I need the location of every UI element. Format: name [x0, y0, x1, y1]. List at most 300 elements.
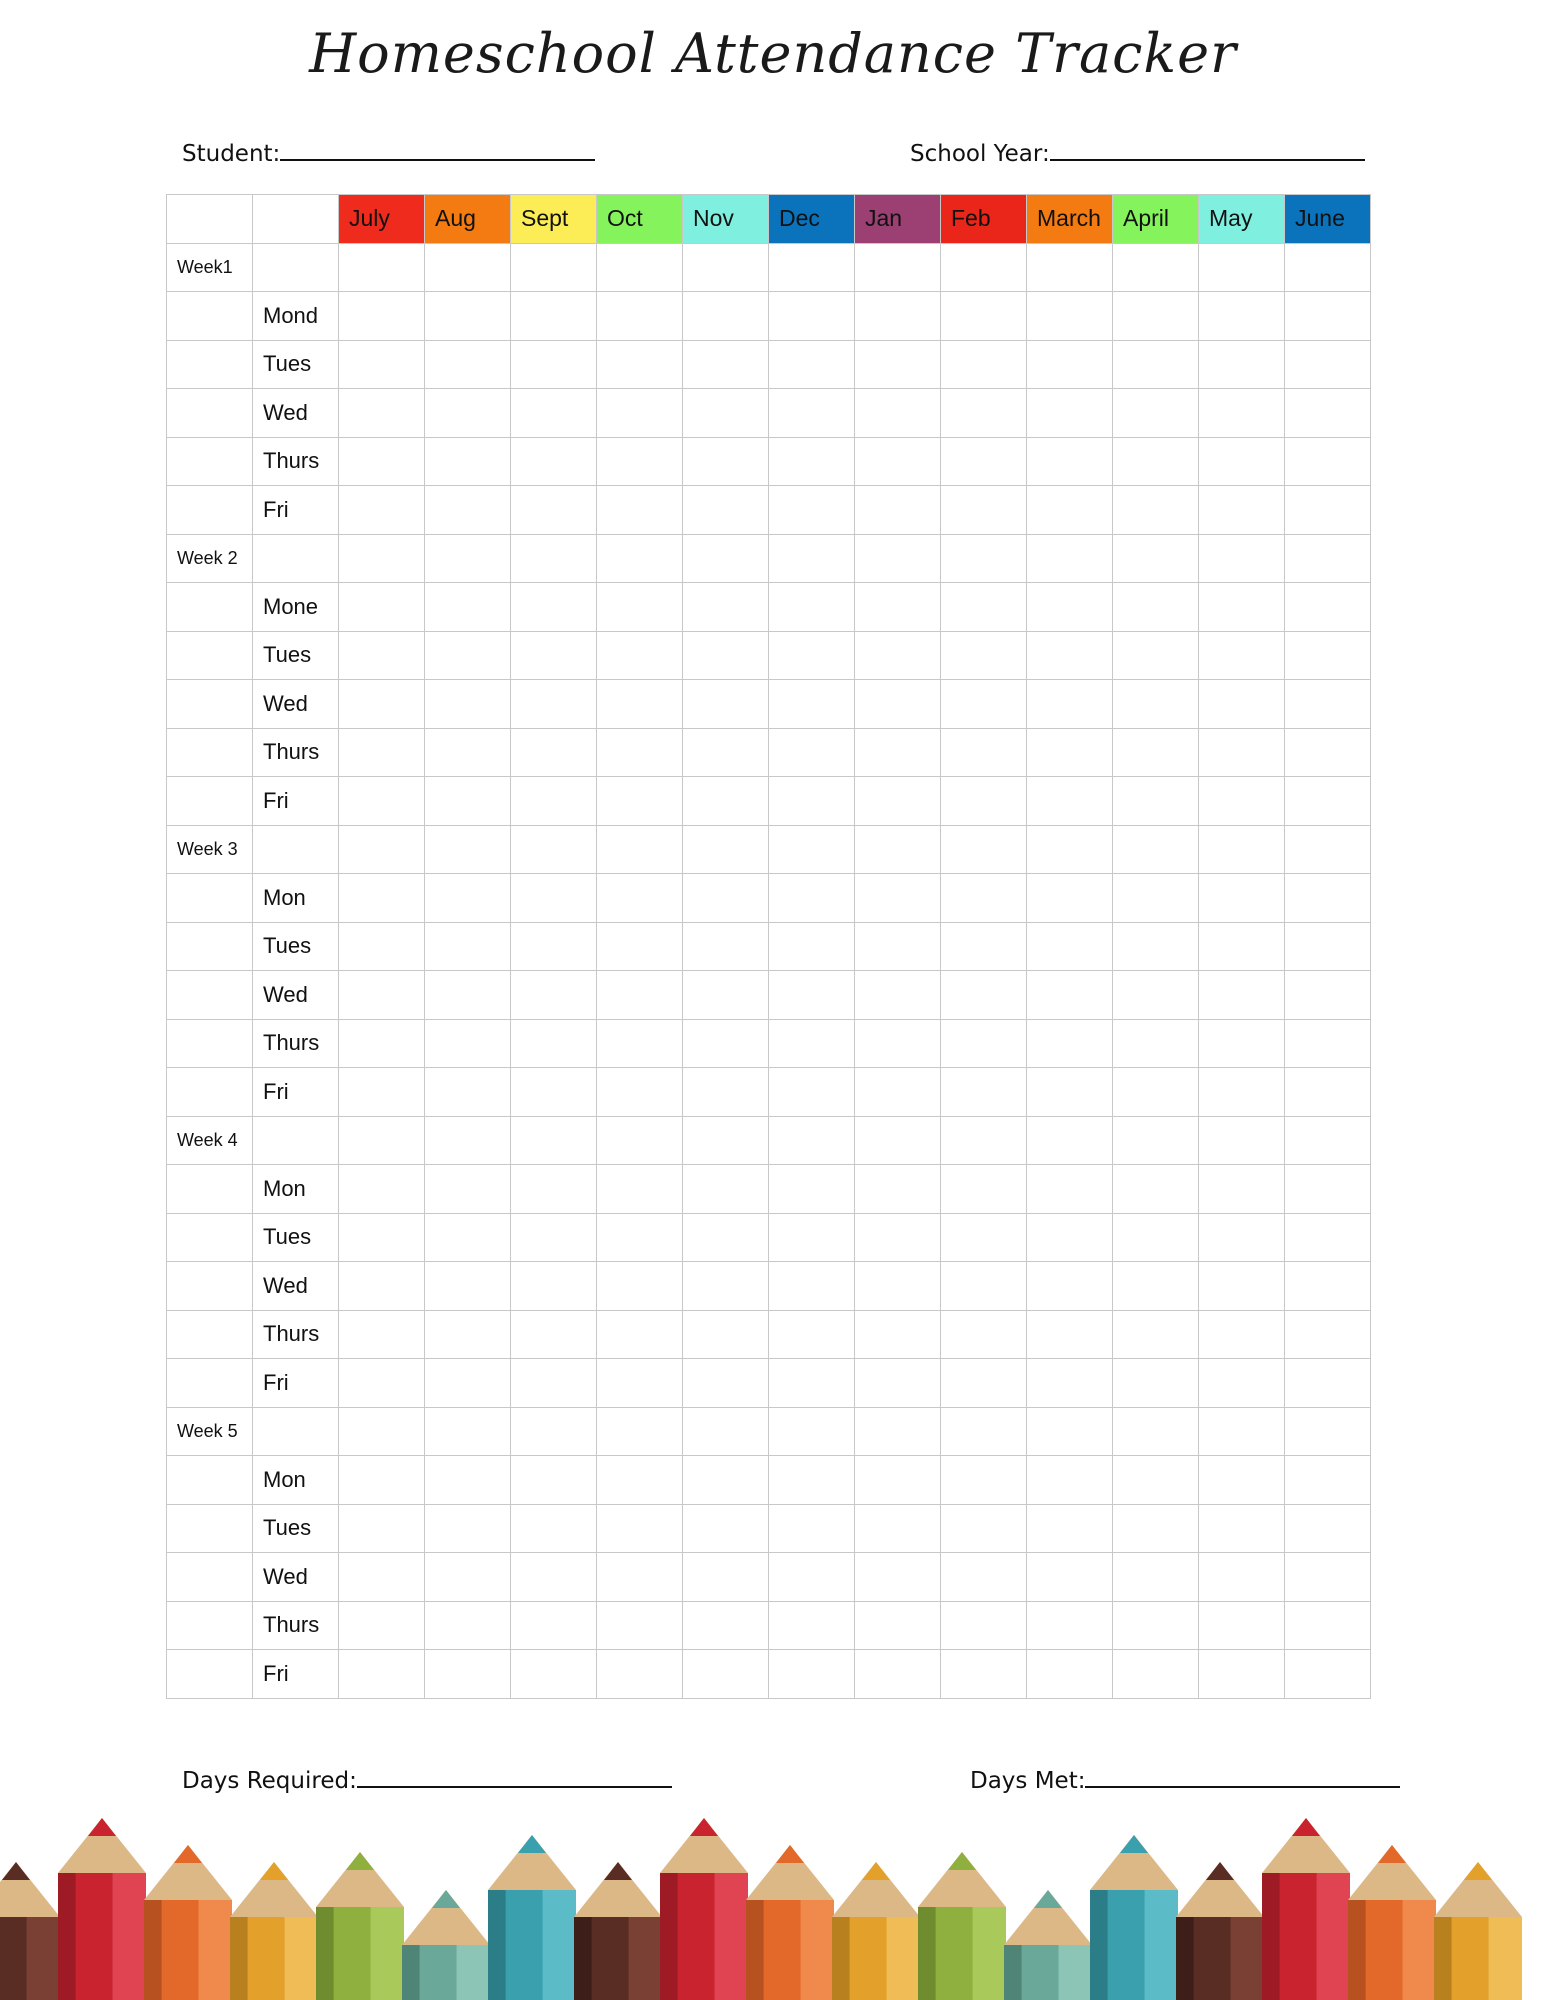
attendance-cell[interactable] [511, 534, 597, 583]
attendance-cell[interactable] [339, 340, 425, 389]
attendance-cell[interactable] [1199, 825, 1285, 874]
attendance-cell[interactable] [1027, 1116, 1113, 1165]
attendance-cell[interactable] [511, 922, 597, 971]
attendance-cell[interactable] [855, 486, 941, 535]
attendance-cell[interactable] [1199, 1310, 1285, 1359]
attendance-cell[interactable] [511, 777, 597, 826]
attendance-cell[interactable] [1027, 1650, 1113, 1699]
attendance-cell[interactable] [425, 971, 511, 1020]
attendance-cell[interactable] [511, 583, 597, 632]
attendance-cell[interactable] [1113, 1019, 1199, 1068]
attendance-cell[interactable] [1113, 1553, 1199, 1602]
attendance-cell[interactable] [769, 1456, 855, 1505]
attendance-cell[interactable] [511, 1601, 597, 1650]
attendance-cell[interactable] [1199, 1553, 1285, 1602]
attendance-cell[interactable] [597, 1165, 683, 1214]
attendance-cell[interactable] [941, 486, 1027, 535]
attendance-cell[interactable] [425, 534, 511, 583]
attendance-cell[interactable] [597, 1310, 683, 1359]
attendance-cell[interactable] [683, 486, 769, 535]
attendance-cell[interactable] [425, 825, 511, 874]
attendance-cell[interactable] [1027, 1601, 1113, 1650]
attendance-cell[interactable] [1027, 583, 1113, 632]
attendance-cell[interactable] [855, 777, 941, 826]
attendance-cell[interactable] [941, 1116, 1027, 1165]
attendance-cell[interactable] [1199, 583, 1285, 632]
attendance-cell[interactable] [1199, 1359, 1285, 1408]
attendance-cell[interactable] [1285, 1310, 1371, 1359]
attendance-cell[interactable] [511, 728, 597, 777]
attendance-cell[interactable] [1113, 1213, 1199, 1262]
attendance-cell[interactable] [769, 1407, 855, 1456]
attendance-cell[interactable] [769, 922, 855, 971]
attendance-cell[interactable] [1027, 1456, 1113, 1505]
attendance-cell[interactable] [511, 243, 597, 292]
attendance-cell[interactable] [1027, 292, 1113, 341]
attendance-cell[interactable] [941, 1359, 1027, 1408]
attendance-cell[interactable] [597, 631, 683, 680]
attendance-cell[interactable] [1113, 1650, 1199, 1699]
attendance-cell[interactable] [511, 874, 597, 923]
attendance-cell[interactable] [1113, 243, 1199, 292]
attendance-cell[interactable] [769, 437, 855, 486]
attendance-cell[interactable] [683, 922, 769, 971]
attendance-cell[interactable] [683, 1601, 769, 1650]
attendance-cell[interactable] [855, 534, 941, 583]
attendance-cell[interactable] [425, 1456, 511, 1505]
attendance-cell[interactable] [769, 631, 855, 680]
attendance-cell[interactable] [1285, 1407, 1371, 1456]
attendance-cell[interactable] [425, 1068, 511, 1117]
attendance-cell[interactable] [1027, 1407, 1113, 1456]
attendance-cell[interactable] [1199, 922, 1285, 971]
attendance-cell[interactable] [511, 1650, 597, 1699]
attendance-cell[interactable] [1199, 389, 1285, 438]
attendance-cell[interactable] [425, 243, 511, 292]
attendance-cell[interactable] [683, 728, 769, 777]
attendance-cell[interactable] [425, 1165, 511, 1214]
attendance-cell[interactable] [941, 728, 1027, 777]
attendance-cell[interactable] [597, 1068, 683, 1117]
attendance-cell[interactable] [855, 631, 941, 680]
attendance-cell[interactable] [339, 680, 425, 729]
attendance-cell[interactable] [855, 1019, 941, 1068]
attendance-cell[interactable] [1285, 1068, 1371, 1117]
attendance-cell[interactable] [511, 825, 597, 874]
attendance-cell[interactable] [1113, 437, 1199, 486]
attendance-cell[interactable] [1285, 1601, 1371, 1650]
attendance-cell[interactable] [425, 777, 511, 826]
attendance-cell[interactable] [511, 1262, 597, 1311]
attendance-cell[interactable] [339, 1359, 425, 1408]
attendance-cell[interactable] [1113, 534, 1199, 583]
attendance-cell[interactable] [769, 292, 855, 341]
attendance-cell[interactable] [1199, 486, 1285, 535]
attendance-cell[interactable] [855, 1310, 941, 1359]
attendance-cell[interactable] [683, 680, 769, 729]
attendance-cell[interactable] [425, 1213, 511, 1262]
attendance-cell[interactable] [511, 1407, 597, 1456]
attendance-cell[interactable] [769, 1310, 855, 1359]
attendance-cell[interactable] [1113, 922, 1199, 971]
attendance-cell[interactable] [597, 1262, 683, 1311]
attendance-cell[interactable] [339, 1456, 425, 1505]
attendance-cell[interactable] [597, 340, 683, 389]
attendance-cell[interactable] [1113, 583, 1199, 632]
attendance-cell[interactable] [511, 971, 597, 1020]
attendance-cell[interactable] [683, 874, 769, 923]
attendance-cell[interactable] [769, 389, 855, 438]
attendance-cell[interactable] [1285, 437, 1371, 486]
attendance-cell[interactable] [1199, 777, 1285, 826]
school-year-field[interactable] [910, 139, 1365, 167]
attendance-cell[interactable] [1285, 534, 1371, 583]
attendance-cell[interactable] [1199, 1068, 1285, 1117]
attendance-cell[interactable] [339, 971, 425, 1020]
attendance-cell[interactable] [339, 389, 425, 438]
attendance-cell[interactable] [339, 777, 425, 826]
attendance-cell[interactable] [1199, 340, 1285, 389]
days-required-blank-line[interactable] [357, 1766, 672, 1788]
attendance-cell[interactable] [1285, 389, 1371, 438]
attendance-cell[interactable] [855, 680, 941, 729]
attendance-cell[interactable] [683, 1310, 769, 1359]
attendance-cell[interactable] [1027, 437, 1113, 486]
attendance-cell[interactable] [1027, 389, 1113, 438]
attendance-cell[interactable] [339, 292, 425, 341]
attendance-cell[interactable] [339, 631, 425, 680]
attendance-cell[interactable] [1285, 1262, 1371, 1311]
attendance-cell[interactable] [1027, 777, 1113, 826]
attendance-cell[interactable] [511, 1213, 597, 1262]
attendance-cell[interactable] [941, 922, 1027, 971]
attendance-cell[interactable] [597, 1650, 683, 1699]
attendance-cell[interactable] [1285, 292, 1371, 341]
attendance-cell[interactable] [339, 534, 425, 583]
attendance-cell[interactable] [425, 1407, 511, 1456]
attendance-cell[interactable] [339, 1262, 425, 1311]
attendance-cell[interactable] [597, 874, 683, 923]
attendance-cell[interactable] [1199, 971, 1285, 1020]
attendance-cell[interactable] [1199, 292, 1285, 341]
attendance-cell[interactable] [1027, 486, 1113, 535]
attendance-cell[interactable] [425, 583, 511, 632]
attendance-cell[interactable] [1199, 1650, 1285, 1699]
attendance-cell[interactable] [1027, 874, 1113, 923]
attendance-cell[interactable] [1027, 631, 1113, 680]
attendance-cell[interactable] [339, 1116, 425, 1165]
attendance-cell[interactable] [425, 437, 511, 486]
attendance-cell[interactable] [941, 292, 1027, 341]
attendance-cell[interactable] [425, 1019, 511, 1068]
attendance-cell[interactable] [683, 777, 769, 826]
attendance-cell[interactable] [683, 292, 769, 341]
attendance-cell[interactable] [1285, 1165, 1371, 1214]
attendance-cell[interactable] [1285, 971, 1371, 1020]
attendance-cell[interactable] [1113, 340, 1199, 389]
attendance-cell[interactable] [855, 1359, 941, 1408]
attendance-cell[interactable] [425, 1359, 511, 1408]
attendance-cell[interactable] [597, 971, 683, 1020]
attendance-cell[interactable] [855, 437, 941, 486]
school-year-blank-line[interactable] [1050, 139, 1365, 161]
attendance-cell[interactable] [941, 1504, 1027, 1553]
attendance-cell[interactable] [339, 1068, 425, 1117]
attendance-cell[interactable] [769, 1359, 855, 1408]
attendance-cell[interactable] [683, 1504, 769, 1553]
attendance-cell[interactable] [1027, 1068, 1113, 1117]
attendance-cell[interactable] [597, 1456, 683, 1505]
attendance-cell[interactable] [769, 486, 855, 535]
attendance-cell[interactable] [1027, 1262, 1113, 1311]
attendance-cell[interactable] [1027, 728, 1113, 777]
attendance-cell[interactable] [425, 680, 511, 729]
days-required-field[interactable] [182, 1766, 672, 1794]
attendance-cell[interactable] [1285, 1650, 1371, 1699]
attendance-cell[interactable] [425, 1650, 511, 1699]
attendance-cell[interactable] [339, 922, 425, 971]
attendance-cell[interactable] [683, 1165, 769, 1214]
attendance-cell[interactable] [769, 825, 855, 874]
attendance-cell[interactable] [597, 728, 683, 777]
attendance-cell[interactable] [1027, 971, 1113, 1020]
attendance-cell[interactable] [1027, 1359, 1113, 1408]
attendance-cell[interactable] [597, 486, 683, 535]
attendance-cell[interactable] [339, 1601, 425, 1650]
attendance-cell[interactable] [941, 437, 1027, 486]
attendance-cell[interactable] [1199, 243, 1285, 292]
attendance-cell[interactable] [1027, 1165, 1113, 1214]
attendance-cell[interactable] [855, 922, 941, 971]
attendance-cell[interactable] [941, 971, 1027, 1020]
attendance-cell[interactable] [597, 534, 683, 583]
attendance-cell[interactable] [511, 1504, 597, 1553]
attendance-cell[interactable] [1285, 1553, 1371, 1602]
attendance-cell[interactable] [683, 1019, 769, 1068]
attendance-cell[interactable] [683, 1262, 769, 1311]
attendance-cell[interactable] [511, 1019, 597, 1068]
attendance-cell[interactable] [1199, 728, 1285, 777]
attendance-cell[interactable] [425, 922, 511, 971]
attendance-cell[interactable] [1113, 680, 1199, 729]
attendance-cell[interactable] [1199, 680, 1285, 729]
attendance-cell[interactable] [1285, 486, 1371, 535]
attendance-cell[interactable] [1285, 1504, 1371, 1553]
attendance-cell[interactable] [1199, 1165, 1285, 1214]
attendance-cell[interactable] [425, 292, 511, 341]
attendance-cell[interactable] [339, 1504, 425, 1553]
attendance-cell[interactable] [511, 292, 597, 341]
attendance-cell[interactable] [855, 825, 941, 874]
attendance-cell[interactable] [1027, 534, 1113, 583]
attendance-cell[interactable] [769, 1213, 855, 1262]
attendance-cell[interactable] [425, 1553, 511, 1602]
attendance-cell[interactable] [597, 1213, 683, 1262]
attendance-cell[interactable] [339, 1407, 425, 1456]
attendance-cell[interactable] [683, 825, 769, 874]
attendance-cell[interactable] [1199, 1456, 1285, 1505]
attendance-cell[interactable] [1285, 825, 1371, 874]
attendance-cell[interactable] [1285, 1116, 1371, 1165]
attendance-cell[interactable] [941, 1553, 1027, 1602]
attendance-cell[interactable] [941, 631, 1027, 680]
attendance-cell[interactable] [597, 292, 683, 341]
attendance-cell[interactable] [425, 1310, 511, 1359]
attendance-cell[interactable] [1285, 243, 1371, 292]
attendance-cell[interactable] [339, 1310, 425, 1359]
attendance-cell[interactable] [511, 1553, 597, 1602]
attendance-cell[interactable] [941, 534, 1027, 583]
attendance-cell[interactable] [855, 1650, 941, 1699]
attendance-cell[interactable] [597, 922, 683, 971]
attendance-cell[interactable] [1199, 1019, 1285, 1068]
attendance-cell[interactable] [1199, 1601, 1285, 1650]
attendance-cell[interactable] [425, 728, 511, 777]
attendance-cell[interactable] [1027, 1019, 1113, 1068]
attendance-cell[interactable] [1285, 1019, 1371, 1068]
attendance-cell[interactable] [855, 583, 941, 632]
attendance-cell[interactable] [855, 1553, 941, 1602]
attendance-cell[interactable] [1113, 1504, 1199, 1553]
attendance-cell[interactable] [1199, 1407, 1285, 1456]
attendance-cell[interactable] [941, 340, 1027, 389]
attendance-cell[interactable] [511, 389, 597, 438]
attendance-cell[interactable] [339, 1019, 425, 1068]
attendance-cell[interactable] [683, 1359, 769, 1408]
attendance-cell[interactable] [1027, 1310, 1113, 1359]
attendance-cell[interactable] [855, 874, 941, 923]
attendance-cell[interactable] [1113, 631, 1199, 680]
attendance-cell[interactable] [425, 1504, 511, 1553]
attendance-cell[interactable] [597, 1407, 683, 1456]
attendance-cell[interactable] [1113, 1116, 1199, 1165]
days-met-blank-line[interactable] [1085, 1766, 1400, 1788]
attendance-cell[interactable] [1113, 1165, 1199, 1214]
attendance-cell[interactable] [511, 1310, 597, 1359]
attendance-cell[interactable] [855, 1601, 941, 1650]
attendance-cell[interactable] [597, 1553, 683, 1602]
attendance-cell[interactable] [683, 1553, 769, 1602]
attendance-cell[interactable] [511, 1068, 597, 1117]
attendance-cell[interactable] [597, 583, 683, 632]
attendance-cell[interactable] [511, 1165, 597, 1214]
attendance-cell[interactable] [1113, 1068, 1199, 1117]
attendance-cell[interactable] [769, 1068, 855, 1117]
attendance-cell[interactable] [683, 1213, 769, 1262]
attendance-cell[interactable] [1113, 874, 1199, 923]
attendance-cell[interactable] [597, 825, 683, 874]
attendance-cell[interactable] [941, 1601, 1027, 1650]
attendance-cell[interactable] [769, 728, 855, 777]
attendance-cell[interactable] [1199, 534, 1285, 583]
attendance-cell[interactable] [941, 874, 1027, 923]
attendance-cell[interactable] [1027, 1213, 1113, 1262]
attendance-cell[interactable] [1113, 728, 1199, 777]
attendance-cell[interactable] [941, 583, 1027, 632]
attendance-cell[interactable] [1199, 437, 1285, 486]
attendance-cell[interactable] [1199, 1504, 1285, 1553]
attendance-cell[interactable] [683, 389, 769, 438]
attendance-cell[interactable] [339, 1165, 425, 1214]
student-field[interactable] [182, 139, 595, 167]
attendance-cell[interactable] [941, 1165, 1027, 1214]
attendance-cell[interactable] [597, 680, 683, 729]
attendance-cell[interactable] [941, 243, 1027, 292]
attendance-cell[interactable] [683, 583, 769, 632]
attendance-cell[interactable] [855, 971, 941, 1020]
attendance-cell[interactable] [1285, 631, 1371, 680]
attendance-cell[interactable] [511, 680, 597, 729]
attendance-cell[interactable] [339, 874, 425, 923]
attendance-cell[interactable] [855, 728, 941, 777]
attendance-cell[interactable] [339, 728, 425, 777]
attendance-cell[interactable] [425, 1262, 511, 1311]
attendance-cell[interactable] [769, 1504, 855, 1553]
attendance-cell[interactable] [425, 1601, 511, 1650]
attendance-cell[interactable] [1027, 340, 1113, 389]
attendance-cell[interactable] [1113, 292, 1199, 341]
attendance-cell[interactable] [769, 1165, 855, 1214]
attendance-cell[interactable] [941, 1213, 1027, 1262]
attendance-cell[interactable] [1113, 389, 1199, 438]
attendance-cell[interactable] [597, 243, 683, 292]
attendance-cell[interactable] [769, 1650, 855, 1699]
attendance-cell[interactable] [941, 777, 1027, 826]
attendance-cell[interactable] [769, 1019, 855, 1068]
attendance-cell[interactable] [769, 583, 855, 632]
attendance-cell[interactable] [941, 1068, 1027, 1117]
attendance-cell[interactable] [855, 1165, 941, 1214]
attendance-cell[interactable] [1113, 1456, 1199, 1505]
attendance-cell[interactable] [769, 1262, 855, 1311]
attendance-cell[interactable] [855, 292, 941, 341]
attendance-cell[interactable] [1285, 728, 1371, 777]
attendance-cell[interactable] [425, 389, 511, 438]
attendance-cell[interactable] [769, 243, 855, 292]
attendance-cell[interactable] [339, 1213, 425, 1262]
attendance-cell[interactable] [1027, 243, 1113, 292]
attendance-cell[interactable] [941, 680, 1027, 729]
attendance-cell[interactable] [1027, 825, 1113, 874]
attendance-cell[interactable] [683, 340, 769, 389]
attendance-cell[interactable] [769, 534, 855, 583]
attendance-cell[interactable] [511, 1116, 597, 1165]
attendance-cell[interactable] [855, 1504, 941, 1553]
attendance-cell[interactable] [597, 1359, 683, 1408]
attendance-cell[interactable] [425, 1116, 511, 1165]
attendance-cell[interactable] [683, 631, 769, 680]
attendance-cell[interactable] [855, 243, 941, 292]
attendance-cell[interactable] [855, 340, 941, 389]
attendance-cell[interactable] [1027, 1504, 1113, 1553]
attendance-cell[interactable] [339, 1553, 425, 1602]
attendance-cell[interactable] [597, 1504, 683, 1553]
attendance-cell[interactable] [1113, 1262, 1199, 1311]
attendance-cell[interactable] [339, 243, 425, 292]
attendance-cell[interactable] [1113, 486, 1199, 535]
attendance-cell[interactable] [1113, 1601, 1199, 1650]
attendance-cell[interactable] [1113, 777, 1199, 826]
attendance-cell[interactable] [941, 1407, 1027, 1456]
attendance-cell[interactable] [425, 340, 511, 389]
attendance-cell[interactable] [683, 1650, 769, 1699]
attendance-cell[interactable] [339, 437, 425, 486]
attendance-cell[interactable] [425, 874, 511, 923]
attendance-cell[interactable] [1027, 922, 1113, 971]
attendance-cell[interactable] [339, 583, 425, 632]
attendance-cell[interactable] [597, 389, 683, 438]
attendance-cell[interactable] [1199, 874, 1285, 923]
